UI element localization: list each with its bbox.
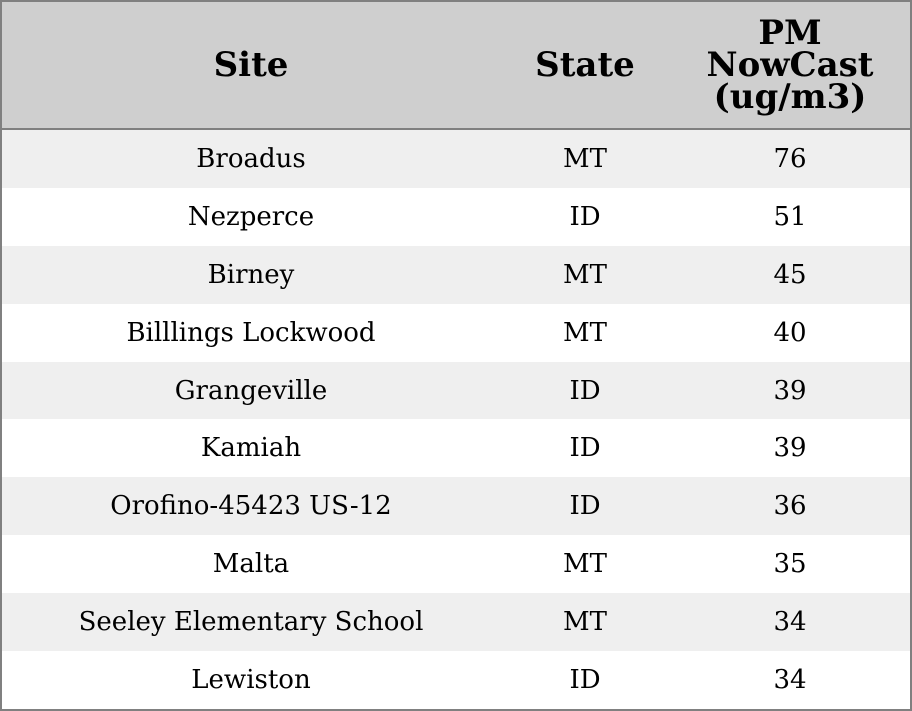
cell-state: ID xyxy=(569,664,601,695)
cell-state: MT xyxy=(563,259,607,290)
cell-pm-nowcast: 39 xyxy=(773,433,807,464)
cell-site: Malta xyxy=(212,549,290,580)
cell-state: MT xyxy=(563,317,607,348)
cell-state: ID xyxy=(569,491,601,522)
cell-site: Nezperce xyxy=(187,201,315,232)
table-row[interactable] xyxy=(2,246,910,304)
cell-state: MT xyxy=(563,607,607,638)
cell-state: ID xyxy=(569,433,601,464)
cell-site: Lewiston xyxy=(191,664,311,695)
table-row[interactable] xyxy=(2,419,910,477)
header-pm-nowcast[interactable]: PM NowCast (ug/m3) xyxy=(706,13,874,117)
header-site[interactable]: Site xyxy=(213,45,289,85)
cell-site: Grangeville xyxy=(174,375,328,406)
cell-pm-nowcast: 35 xyxy=(773,549,807,580)
header-state[interactable]: State xyxy=(535,45,635,85)
table-row[interactable] xyxy=(2,651,910,709)
table-row[interactable] xyxy=(2,188,910,246)
cell-pm-nowcast: 76 xyxy=(773,143,807,174)
cell-state: ID xyxy=(569,375,601,406)
table-row[interactable] xyxy=(2,535,910,593)
cell-state: MT xyxy=(563,549,607,580)
table-header-row xyxy=(2,2,910,130)
cell-pm-nowcast: 34 xyxy=(773,664,807,695)
cell-site: Billlings Lockwood xyxy=(126,317,376,348)
cell-site: Seeley Elementary School xyxy=(78,607,424,638)
cell-pm-nowcast: 45 xyxy=(773,259,807,290)
cell-state: MT xyxy=(563,143,607,174)
cell-state: ID xyxy=(569,201,601,232)
cell-site: Orofino-45423 US-12 xyxy=(110,491,392,522)
cell-site: Birney xyxy=(207,259,295,290)
cell-site: Broadus xyxy=(196,143,306,174)
cell-pm-nowcast: 40 xyxy=(773,317,807,348)
cell-pm-nowcast: 34 xyxy=(773,607,807,638)
table-row[interactable] xyxy=(2,130,910,188)
table-body xyxy=(2,130,910,709)
table-row[interactable] xyxy=(2,362,910,420)
cell-site: Kamiah xyxy=(200,433,302,464)
cell-pm-nowcast: 36 xyxy=(773,491,807,522)
table-row[interactable] xyxy=(2,477,910,535)
table-row[interactable] xyxy=(2,304,910,362)
cell-pm-nowcast: 51 xyxy=(773,201,807,232)
table-row[interactable] xyxy=(2,593,910,651)
cell-pm-nowcast: 39 xyxy=(773,375,807,406)
